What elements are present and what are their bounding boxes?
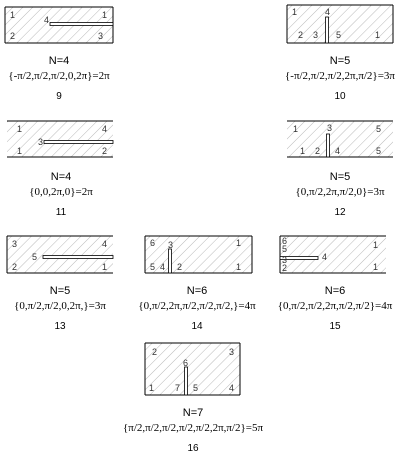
figure-14 (138, 236, 256, 332)
vertex-label: 4 (102, 124, 108, 134)
vertex-label: 2 (10, 31, 16, 41)
figure-11-formula: {0,0,2π,0}=2π (29, 186, 93, 198)
figure-15-number: 15 (329, 321, 341, 332)
vertex-label: 2 (282, 263, 288, 273)
figure-15-formula: {0,π/2,π/2,2π,π/2,π/2}=4π (277, 300, 393, 312)
vertex-label: 1 (293, 124, 299, 134)
figure-10 (285, 5, 395, 102)
vertex-label: 7 (175, 383, 181, 393)
vertex-label: 5 (193, 383, 199, 393)
vertex-label: 2 (298, 30, 304, 40)
figure-16-formula: {π/2,π/2,π/2,π/2,π/2,2π,π/2}=5π (122, 422, 264, 434)
figure-11 (7, 121, 113, 218)
vertex-label: 2 (152, 347, 158, 357)
vertex-label: 4 (44, 15, 50, 25)
vertex-label: 1 (236, 262, 242, 272)
vertex-label: 1 (236, 238, 242, 248)
figure-9-n: N=4 (48, 55, 70, 67)
figure-15-region (280, 236, 386, 273)
vertex-label: 5 (376, 146, 382, 156)
vertex-label: 5 (376, 124, 382, 134)
vertex-label: 1 (149, 383, 155, 393)
figure-11-number: 11 (55, 207, 67, 218)
vertex-label: 3 (327, 123, 333, 133)
figure-10-slit (326, 17, 329, 43)
figure-13-slit (43, 256, 113, 259)
figure-10-n: N=5 (329, 55, 351, 67)
vertex-label: 2 (12, 262, 18, 272)
vertex-label: 1 (102, 262, 108, 272)
vertex-label: 4 (229, 383, 235, 393)
vertex-label: 6 (282, 236, 288, 246)
vertex-label: 3 (38, 137, 44, 147)
figure-11-slit (44, 141, 113, 144)
figure-14-slit (169, 249, 172, 273)
vertex-label: 1 (300, 146, 306, 156)
vertex-label: 1 (17, 124, 23, 134)
figure-12 (287, 121, 393, 218)
vertex-label: 2 (102, 146, 108, 156)
vertex-label: 5 (150, 262, 156, 272)
vertex-label: 3 (229, 347, 235, 357)
vertex-label: 2 (177, 262, 183, 272)
vertex-label: 3 (168, 240, 174, 250)
figure-13 (7, 236, 113, 332)
figure-11-region (7, 121, 113, 157)
figure-9-formula: {-π/2,π/2,π/2,0,2π}=2π (8, 70, 110, 82)
vertex-label: 4 (102, 239, 108, 249)
vertex-label: 4 (325, 7, 331, 17)
figure-9 (5, 7, 113, 102)
vertex-label: 1 (375, 30, 381, 40)
figure-15-n: N=6 (324, 285, 346, 297)
figure-12-formula: {0,π/2,2π,π/2,0}=3π (295, 186, 385, 198)
vertex-label: 4 (322, 252, 328, 262)
vertex-label: 4 (335, 146, 341, 156)
vertex-label: 1 (373, 262, 379, 272)
vertex-label: 6 (150, 238, 156, 248)
vertex-label: 3 (12, 239, 18, 249)
vertex-label: 5 (336, 30, 342, 40)
vertex-label: 3 (313, 30, 319, 40)
vertex-label: 6 (183, 358, 189, 368)
figure-16-n: N=7 (182, 407, 204, 419)
figure-10-number: 10 (334, 91, 346, 102)
figure-12-number: 12 (334, 207, 346, 218)
figure-10-formula: {-π/2,π/2,π/2,2π,π/2}=3π (285, 70, 395, 82)
vertex-label: 3 (282, 255, 288, 265)
figure-13-number: 13 (54, 321, 66, 332)
figure-14-number: 14 (191, 321, 203, 332)
figure-14-formula: {0,π/2,2π,π/2,π/2,π/2,}=4π (138, 300, 256, 312)
vertex-label: 1 (17, 146, 23, 156)
vertex-label: 5 (32, 252, 38, 262)
figure-15 (278, 236, 393, 332)
figure-16 (123, 343, 263, 454)
vertex-label: 5 (282, 244, 288, 254)
figure-13-formula: {0,π/2,π/2,0,2π,}=3π (14, 300, 106, 312)
vertex-label: 3 (98, 31, 104, 41)
vertex-label: 1 (10, 10, 16, 20)
figure-11-n: N=4 (50, 171, 72, 183)
figure-9-number: 9 (56, 91, 62, 102)
vertex-label: 4 (160, 262, 166, 272)
vertex-label: 1 (292, 7, 298, 17)
figure-13-n: N=5 (49, 285, 71, 297)
figure-12-slit (327, 134, 330, 157)
vertex-label: 1 (102, 10, 108, 20)
figure-14-n: N=6 (186, 285, 208, 297)
vertex-label: 1 (373, 240, 379, 250)
vertex-label: 2 (315, 146, 321, 156)
figure-13-region (7, 236, 113, 273)
figure-16-number: 16 (187, 443, 199, 454)
figure-12-n: N=5 (329, 171, 351, 183)
figure-9-slit (50, 23, 113, 26)
figure-16-slit (185, 367, 188, 395)
